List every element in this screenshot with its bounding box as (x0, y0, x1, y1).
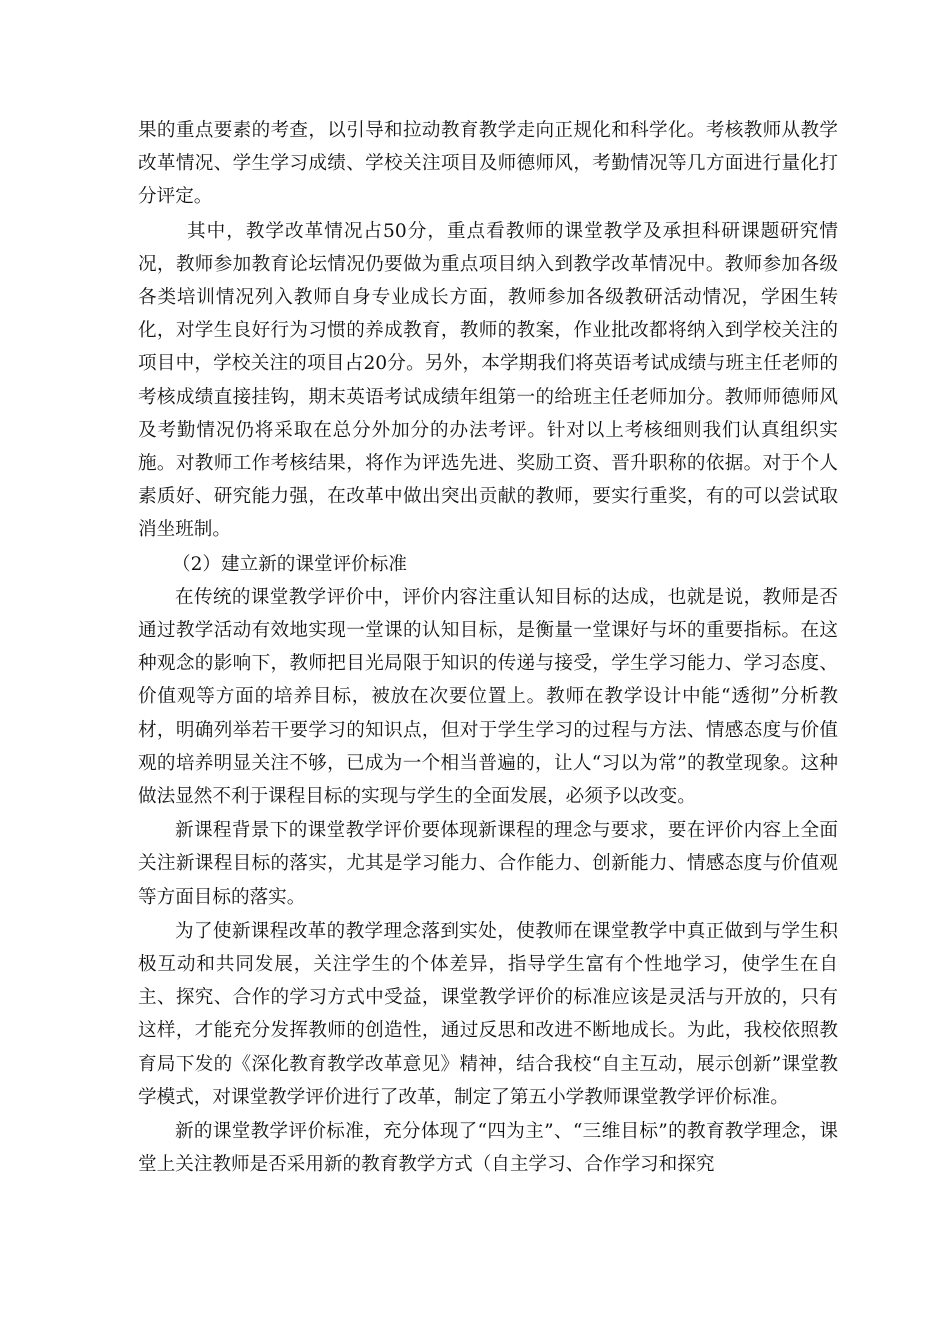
paragraph-evaluation-reform: 为了使新课程改革的教学理念落到实处，使教师在课堂教学中真正做到与学生积极互动和共同发展，关注学生的个体差异，指导学生富有个性地学习，使学生在自主、探究、合作的学习方式中受益，课堂教学评价的标准应该是灵活与开放的，只有这样，才能充分发挥教师的创造性，通过反思和改进不断地成长。为此，我校依照教育局下发的《深化教育教学改革意见》精神，结合我校“自主互动，展示创新”课堂教学模式，对课堂教学评价进行了改革，制定了第五小学教师课堂教学评价标准。 (138, 920, 838, 1108)
document-body (138, 114, 838, 1183)
paragraph-traditional-evaluation: 在传统的课堂教学评价中，评价内容注重认知目标的达成，也就是说，教师是否通过教学活动有效地实现一堂课的认知目标，是衡量一堂课好与坏的重要指标。在这种观念的影响下，教师把目光局限于知识的传递与接受，学生学习能力、学习态度、价值观等方面的培养目标，被放在次要位置上。教师在教学设计中能“透彻”分析教材，明确列举若干要学习的知识点，但对于学生学习的过程与方法、情感态度与价值观的培养明显关注不够，已成为一个相当普遍的，让人“习以为常”的教堂现象。这种做法显然不利于课程目标的实现与学生的全面发展，必须予以改变。 (138, 586, 838, 808)
paragraph-2-assessment-details: 其中，教学改革情况占50分，重点看教师的课堂教学及承担科研课题研究情况，教师参加教育论坛情况仍要做为重点项目纳入到教学改革情况中。教师参加各级各类培训情况列入教师自身专业成长方面，教师参加各级教研活动情况，学困生转化，对学生良好行为习惯的养成教育，教师的教案，作业批改都将纳入到学校关注的项目中，学校关注的项目占20分。另外，本学期我们将英语考试成绩与班主任老师的考核成绩直接挂钩，期末英语考试成绩年组第一的给班主任老师加分。教师师德师风及考勤情况仍将采取在总分外加分的办法考评。针对以上考核细则我们认真组织实施。对教师工作考核结果，将作为评选先进、奖励工资、晋升职称的依据。对于个人素质好、研究能力强，在改革中做出突出贡献的教师，要实行重奖，有的可以尝试取消坐班制。 (138, 220, 838, 541)
paragraph-new-standard: 新的课堂教学评价标准，充分体现了“四为主”、“三维目标”的教育教学理念，课堂上关注教师是否采用新的教育教学方式（自主学习、合作学习和探究 (138, 1121, 838, 1176)
paragraph-new-curriculum-evaluation: 新课程背景下的课堂教学评价要体现新课程的理念与要求，要在评价内容上全面关注新课程目标的落实，尤其是学习能力、合作能力、创新能力、情感态度与价值观等方面目标的落实。 (138, 820, 838, 908)
paragraph-1-continuation: 果的重点要素的考查，以引导和拉动教育教学走向正规化和科学化。考核教师从教学改革情况、学生学习成绩、学校关注项目及师德师风，考勤情况等几方面进行量化打分评定。 (138, 120, 838, 208)
section-heading-new-classroom-evaluation: （2）建立新的课堂评价标准 (172, 553, 407, 575)
